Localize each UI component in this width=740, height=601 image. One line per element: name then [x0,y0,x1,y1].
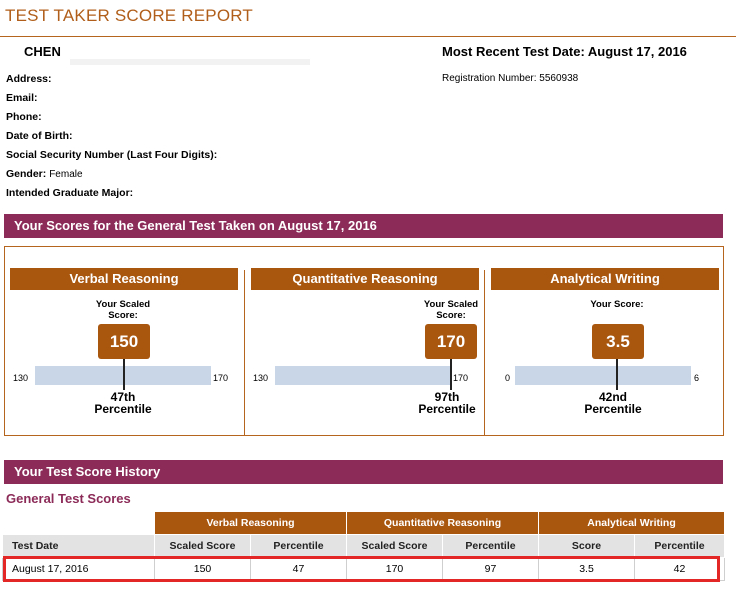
phone-label: Phone: [6,111,42,123]
verbal-percentile-label: Percentile [94,402,152,416]
ssn-label: Social Security Number (Last Four Digits): [6,149,218,161]
writing-percentile [573,391,653,415]
verbal-percentile [83,391,163,415]
title-divider [0,36,736,37]
verbal-scale-max: 170 [213,373,229,383]
col-header-verbal-scaled: Scaled Score [155,535,251,558]
email-label: Email: [6,92,38,104]
most-recent-test-date: Most Recent Test Date: August 17, 2016 [442,44,687,59]
quant-panel [251,268,479,436]
panel-divider [484,270,485,436]
col-header-test-date: Test Date [3,535,155,558]
registration-number: Registration Number: 5560938 [442,73,579,84]
test-taker-name: CHEN [24,44,61,59]
verbal-panel [10,268,238,436]
cell-writing-percentile: 42 [635,558,725,581]
major-label: Intended Graduate Major: [6,187,134,199]
group-header-writing: Analytical Writing [539,512,725,535]
writing-score-bar [515,366,691,385]
blank-header [3,512,155,535]
dob-label: Date of Birth: [6,130,73,142]
cell-verbal-percentile: 47 [251,558,347,581]
cell-quant-percentile: 97 [443,558,539,581]
writing-percentile-label: Percentile [584,402,642,416]
writing-percentile-value: 42nd [598,390,627,404]
verbal-score: 150 [98,324,150,359]
writing-scale-min: 0 [505,373,511,383]
gender-row [6,168,83,180]
quant-score: 170 [425,324,477,359]
group-header-quant: Quantitative Reasoning [347,512,539,535]
writing-scale-max: 6 [694,373,700,383]
cell-verbal-scaled: 150 [155,558,251,581]
verbal-percentile-value: 47th [110,390,136,404]
verbal-scale-min: 130 [13,373,29,383]
verbal-panel-header: Verbal Reasoning [10,268,238,290]
col-header-verbal-percentile: Percentile [251,535,347,558]
scores-section-title: Your Scores for the General Test Taken on August 17, 2016 [4,214,723,238]
quant-scale-min: 130 [253,373,269,383]
cell-quant-scaled: 170 [347,558,443,581]
quant-percentile-label: Percentile [418,402,476,416]
cell-test-date: August 17, 2016 [3,558,155,581]
writing-score: 3.5 [592,324,644,359]
quant-panel-header: Quantitative Reasoning [251,268,479,290]
panel-divider [244,270,245,436]
col-header-writing-percentile: Percentile [635,535,725,558]
redacted-name-area [70,59,310,65]
history-section-title: Your Test Score History [4,460,723,484]
writing-panel-header: Analytical Writing [491,268,719,290]
quant-percentile [407,391,487,415]
quant-score-bar [275,366,451,385]
history-subtitle: General Test Scores [6,491,131,506]
row-highlight-box [3,556,720,582]
report-title: TEST TAKER SCORE REPORT [5,6,254,25]
writing-panel [491,268,719,436]
col-header-quant-percentile: Percentile [443,535,539,558]
address-label: Address: [6,73,52,85]
gender-value: Female [49,169,83,180]
quant-scale-max: 170 [453,373,469,383]
group-header-verbal: Verbal Reasoning [155,512,347,535]
gender-label: Gender: [6,168,47,180]
verbal-score-pointer [123,359,125,390]
quant-percentile-value: 97th [434,390,460,404]
verbal-scaled-label: Your Scaled Score: [95,299,151,321]
quant-score-pointer [450,359,452,390]
col-header-writing-score: Score [539,535,635,558]
col-header-quant-scaled: Scaled Score [347,535,443,558]
writing-scaled-label: Your Score: [590,299,644,310]
writing-score-pointer [616,359,618,390]
cell-writing-score: 3.5 [539,558,635,581]
quant-scaled-label: Your Scaled Score: [423,299,479,321]
